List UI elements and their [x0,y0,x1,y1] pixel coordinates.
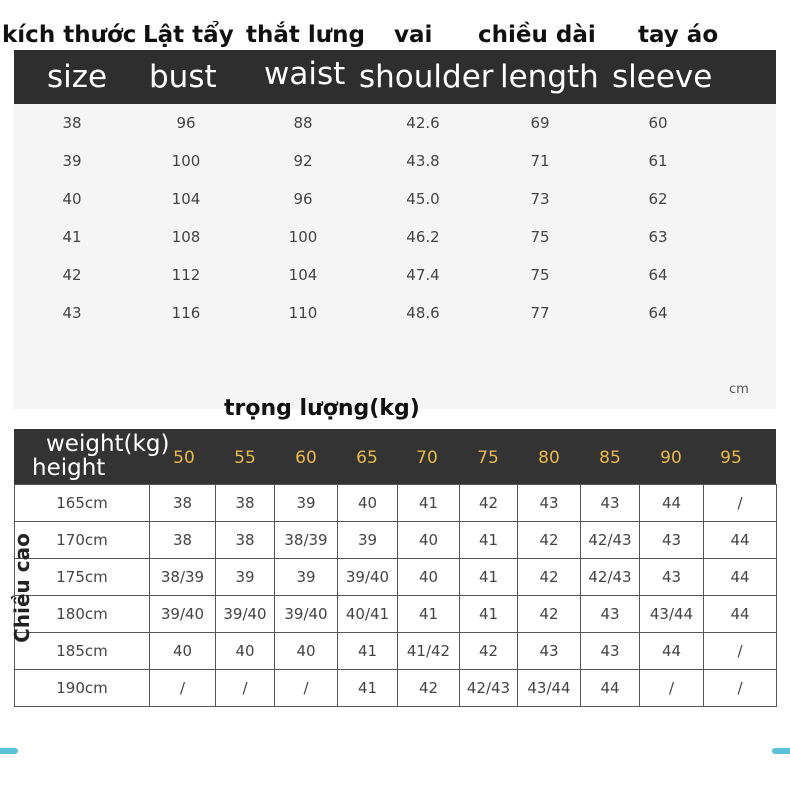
size-chart-header [14,50,776,104]
height-cell: 180cm [15,596,150,633]
height-cell: 170cm [15,522,150,559]
table-row [14,256,776,294]
table-row [15,485,777,522]
header-size: size [47,59,108,95]
table-cell: 100 [171,152,201,170]
size-cell: 38/39 [275,522,338,559]
label-waist-vn: thắt lưng [246,22,365,48]
table-cell: 63 [648,228,668,246]
table-row [14,104,776,142]
size-cell: 44 [704,522,777,559]
size-cell: 39 [216,559,275,596]
size-cell: 43 [518,485,581,522]
size-cell: / [704,633,777,670]
size-cell: 42/43 [460,670,518,707]
size-cell: 44 [640,633,704,670]
table-cell: 116 [171,304,201,322]
height-cell: 165cm [15,485,150,522]
size-cell: 40 [275,633,338,670]
weight-value: 50 [173,448,195,468]
table-cell: 43.8 [406,152,440,170]
size-cell: 39 [275,485,338,522]
size-cell: / [275,670,338,707]
size-cell: 38 [216,485,275,522]
size-grid-table [14,484,777,707]
weight-value: 55 [234,448,256,468]
size-cell: 42/43 [581,522,640,559]
size-cell: 40/41 [338,596,398,633]
weight-value: 60 [295,448,317,468]
size-cell: 44 [704,559,777,596]
table-cell: 43 [62,304,82,322]
table-row [15,596,777,633]
size-cell: 42 [460,633,518,670]
height-cell: 185cm [15,633,150,670]
size-cell: 43 [581,596,640,633]
table-cell: 39 [62,152,82,170]
size-cell: 41 [398,485,460,522]
table-row [15,559,777,596]
decor-right [772,748,790,754]
header-length: length [500,59,599,95]
size-cell: 38 [150,522,216,559]
table-cell: 41 [62,228,82,246]
size-cell: / [704,670,777,707]
size-cell: 42 [398,670,460,707]
size-cell: 42 [518,522,581,559]
size-cell: 42 [460,485,518,522]
weight-value: 90 [660,448,682,468]
weight-height-header [14,429,776,484]
size-cell: 41 [460,522,518,559]
size-cell: 39/40 [150,596,216,633]
table-cell: 104 [171,190,201,208]
size-cell: 44 [640,485,704,522]
table-cell: 112 [171,266,201,284]
table-cell: 92 [293,152,313,170]
size-cell: 41 [460,559,518,596]
size-cell: 44 [704,596,777,633]
size-cell: / [216,670,275,707]
size-chart-body [14,104,776,409]
size-cell: 38 [216,522,275,559]
label-bust-vn: Lật tẩy [143,22,234,48]
weight-value: 70 [416,448,438,468]
table-cell: 73 [530,190,550,208]
height-cell: 190cm [15,670,150,707]
size-cell: 43 [640,522,704,559]
table-cell: 42.6 [406,114,440,132]
label-length-vn: chiều dài [478,22,596,48]
table-cell: 61 [648,152,668,170]
weight-label: weight(kg) [46,431,170,457]
table-cell: 77 [530,304,550,322]
unit-label: cm [729,382,749,397]
table-cell: 38 [62,114,82,132]
table-cell: 62 [648,190,668,208]
table-cell: 46.2 [406,228,440,246]
size-cell: 42 [518,596,581,633]
size-cell: 44 [581,670,640,707]
table-cell: 71 [530,152,550,170]
side-label-text: Chiều cao [10,533,34,643]
table-cell: 100 [288,228,318,246]
size-cell: 39/40 [338,559,398,596]
size-cell: 43 [640,559,704,596]
side-label [8,528,36,648]
weight-title: trọng lượng(kg) [224,396,420,421]
table-cell: 64 [648,304,668,322]
size-cell: 41 [338,670,398,707]
size-cell: 39 [338,522,398,559]
weight-value: 65 [356,448,378,468]
size-cell: 39 [275,559,338,596]
header-waist: waist [264,56,346,92]
table-row [14,218,776,256]
table-cell: 96 [293,190,313,208]
size-cell: 42/43 [581,559,640,596]
table-row [14,180,776,218]
label-shoulder-vn: vai [394,22,433,48]
table-row [15,633,777,670]
size-cell: 39/40 [216,596,275,633]
size-cell: 38/39 [150,559,216,596]
height-cell: 175cm [15,559,150,596]
table-row [15,522,777,559]
table-cell: 64 [648,266,668,284]
height-label: height [32,455,106,481]
table-cell: 40 [62,190,82,208]
table-row [14,142,776,180]
size-cell: 43 [581,633,640,670]
table-row [14,294,776,332]
size-cell: 43/44 [518,670,581,707]
table-cell: 69 [530,114,550,132]
table-cell: 48.6 [406,304,440,322]
table-cell: 75 [530,266,550,284]
table-cell: 88 [293,114,313,132]
table-cell: 75 [530,228,550,246]
size-cell: 41 [460,596,518,633]
size-cell: 40 [338,485,398,522]
table-cell: 45.0 [406,190,440,208]
table-cell: 42 [62,266,82,284]
size-cell: 39/40 [275,596,338,633]
size-cell: 40 [398,522,460,559]
size-cell: 43 [518,633,581,670]
weight-height-grid [14,484,776,712]
weight-value: 80 [538,448,560,468]
header-sleeve: sleeve [612,59,713,95]
decor-left [0,748,18,754]
size-cell: 40 [216,633,275,670]
size-cell: 43 [581,485,640,522]
size-cell: / [150,670,216,707]
size-cell: 40 [398,559,460,596]
table-cell: 108 [171,228,201,246]
weight-value: 85 [599,448,621,468]
size-cell: 42 [518,559,581,596]
weight-value: 75 [477,448,499,468]
weight-value: 95 [720,448,742,468]
table-cell: 96 [176,114,196,132]
size-cell: 38 [150,485,216,522]
table-cell: 110 [288,304,318,322]
header-shoulder: shoulder [359,59,494,95]
header-bust: bust [149,59,217,95]
size-cell: 41 [338,633,398,670]
table-row [15,670,777,707]
size-cell: 41/42 [398,633,460,670]
table-cell: 47.4 [406,266,440,284]
size-cell: / [704,485,777,522]
size-cell: / [640,670,704,707]
table-cell: 60 [648,114,668,132]
size-cell: 41 [398,596,460,633]
size-cell: 43/44 [640,596,704,633]
table-cell: 104 [288,266,318,284]
label-size-vn: kích thước [2,22,137,48]
label-sleeve-vn: tay áo [638,22,719,48]
size-cell: 40 [150,633,216,670]
